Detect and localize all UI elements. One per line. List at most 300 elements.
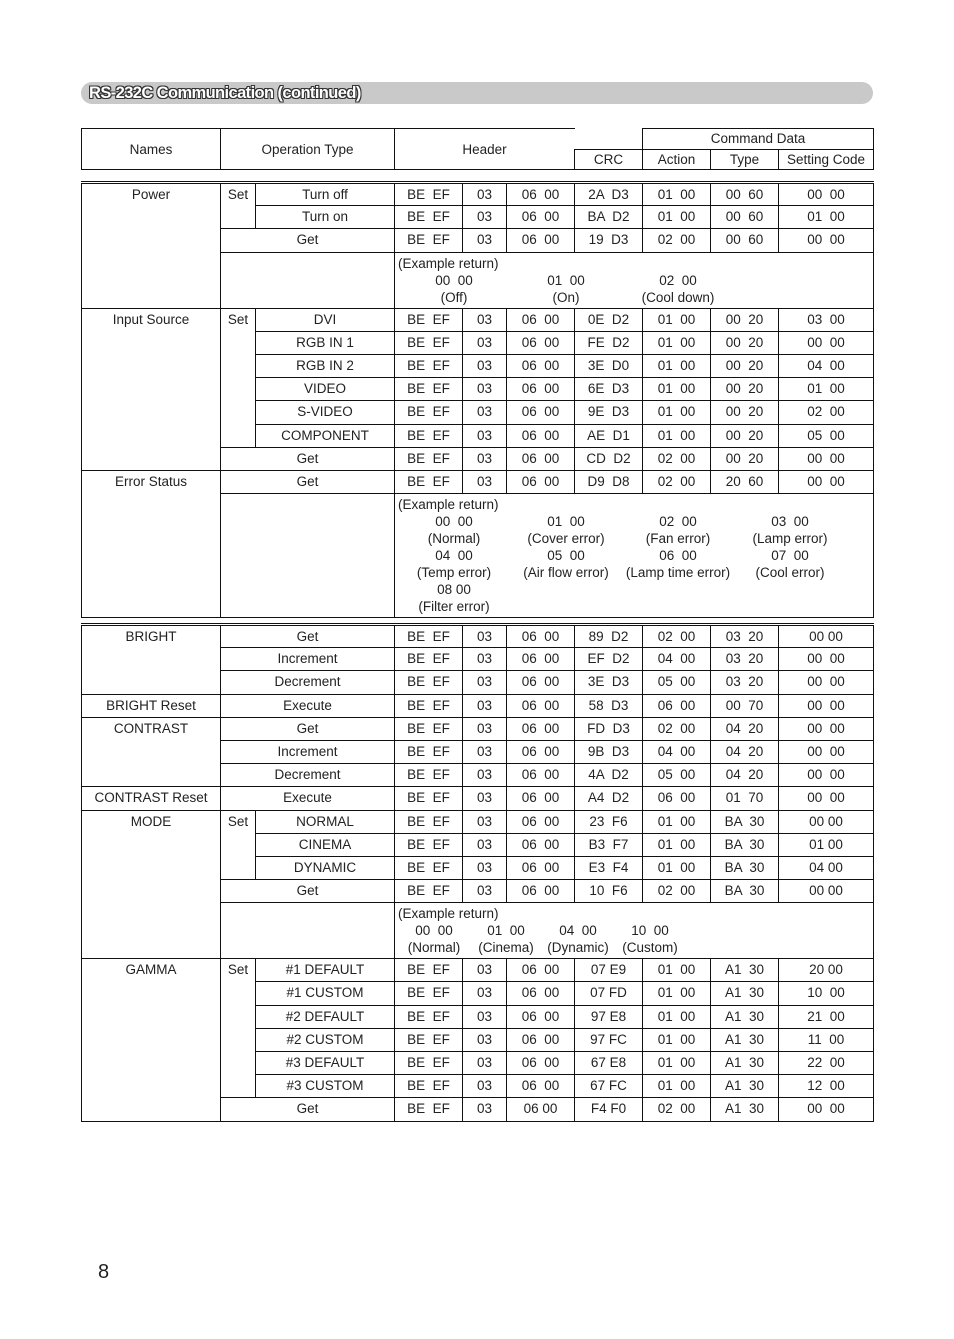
col-header-type: Type (711, 149, 779, 170)
example-description: (Filter error) (418, 599, 490, 615)
header-byte2: 03 (463, 880, 507, 903)
header-byte3: 06 00 (507, 424, 575, 447)
header-byte3: 06 00 (507, 764, 575, 787)
header-byte1: BE EF (395, 959, 463, 982)
type-value: 00 20 (711, 308, 779, 331)
set-label: Set (221, 810, 256, 880)
example-description: (Cinema) (478, 940, 534, 956)
header-byte3: 06 00 (507, 648, 575, 671)
header-byte1: BE EF (395, 625, 463, 648)
operation-label: #2 CUSTOM (256, 1028, 395, 1051)
action-value: 01 00 (643, 183, 711, 206)
operation-label: Execute (221, 694, 395, 717)
operation-label: Get (221, 880, 395, 903)
example-code: 04 00 (435, 548, 473, 564)
operation-label: Get (221, 229, 395, 252)
blank-cell (221, 903, 395, 959)
example-return-values (398, 922, 870, 956)
header-byte3: 06 00 (507, 1028, 575, 1051)
header-byte2: 03 (463, 1052, 507, 1075)
example-return-item (734, 547, 846, 581)
operation-label: #2 DEFAULT (256, 1005, 395, 1028)
header-byte2: 03 (463, 1098, 507, 1121)
crc-value: 10 F6 (575, 880, 643, 903)
operation-label: #3 DEFAULT (256, 1052, 395, 1075)
header-byte2: 03 (463, 1075, 507, 1098)
header-byte3: 06 00 (507, 206, 575, 229)
operation-label: RGB IN 1 (256, 331, 395, 354)
header-byte1: BE EF (395, 982, 463, 1005)
action-value: 01 00 (643, 206, 711, 229)
header-byte3: 06 00 (507, 671, 575, 694)
example-return-values (398, 272, 870, 306)
example-return-item (510, 547, 622, 581)
action-value: 02 00 (643, 229, 711, 252)
example-description: (Off) (440, 289, 468, 305)
crc-value: FE D2 (575, 331, 643, 354)
setting-code-value: 00 00 (779, 694, 874, 717)
header-byte3: 06 00 (507, 694, 575, 717)
example-description: (Normal) (427, 531, 481, 547)
header-byte1: BE EF (395, 1052, 463, 1075)
header-byte3: 06 00 (507, 880, 575, 903)
type-value: BA 30 (711, 833, 779, 856)
action-value: 01 00 (643, 959, 711, 982)
header-byte2: 03 (463, 331, 507, 354)
crc-value: AE D1 (575, 424, 643, 447)
operation-label: DVI (256, 308, 395, 331)
action-value: 04 00 (643, 648, 711, 671)
action-value: 01 00 (643, 1028, 711, 1051)
header-byte2: 03 (463, 982, 507, 1005)
type-value: 20 60 (711, 470, 779, 493)
example-description: (Lamp error) (752, 531, 828, 547)
example-description: (Custom) (622, 940, 678, 956)
col-header-crc: CRC (575, 149, 643, 170)
header-byte1: BE EF (395, 694, 463, 717)
crc-value: 2A D3 (575, 183, 643, 206)
operation-label: S-VIDEO (256, 401, 395, 424)
type-value: 03 20 (711, 648, 779, 671)
table-row (82, 308, 874, 331)
set-label: Set (221, 183, 256, 229)
header-byte1: BE EF (395, 206, 463, 229)
header-byte2: 03 (463, 764, 507, 787)
operation-label: RGB IN 2 (256, 354, 395, 377)
type-value: A1 30 (711, 1098, 779, 1121)
crc-value: 9B D3 (575, 740, 643, 763)
type-value: 00 20 (711, 401, 779, 424)
header-byte3: 06 00 (507, 833, 575, 856)
action-value: 01 00 (643, 856, 711, 879)
header-byte1: BE EF (395, 1075, 463, 1098)
header-byte2: 03 (463, 717, 507, 740)
action-value: 02 00 (643, 447, 711, 470)
example-code: 07 00 (771, 548, 809, 564)
crc-value: 19 D3 (575, 229, 643, 252)
type-value: 00 60 (711, 206, 779, 229)
example-return-item (510, 272, 622, 306)
type-value: A1 30 (711, 1005, 779, 1028)
section-banner (81, 82, 873, 104)
action-value: 01 00 (643, 810, 711, 833)
command-table-picture (81, 623, 874, 1122)
header-byte1: BE EF (395, 671, 463, 694)
type-value: 00 20 (711, 354, 779, 377)
setting-code-value: 22 00 (779, 1052, 874, 1075)
action-value: 01 00 (643, 331, 711, 354)
header-byte1: BE EF (395, 183, 463, 206)
header-byte3: 06 00 (507, 1075, 575, 1098)
type-value: 01 70 (711, 787, 779, 810)
type-value: 00 60 (711, 183, 779, 206)
blank-cell (221, 494, 395, 618)
action-value: 04 00 (643, 740, 711, 763)
type-value: 04 20 (711, 740, 779, 763)
type-value: A1 30 (711, 1052, 779, 1075)
header-byte1: BE EF (395, 764, 463, 787)
header-byte1: BE EF (395, 308, 463, 331)
example-return-item (622, 547, 734, 581)
operation-label: Execute (221, 787, 395, 810)
example-description: (Cover error) (527, 531, 605, 547)
crc-value: 07 FD (575, 982, 643, 1005)
example-description: (Lamp time error) (625, 565, 731, 581)
setting-code-value: 00 00 (779, 740, 874, 763)
header-byte3: 06 00 (507, 787, 575, 810)
set-label: Set (221, 308, 256, 447)
col-header-names: Names (82, 129, 221, 170)
header-byte1: BE EF (395, 229, 463, 252)
crc-value: 97 E8 (575, 1005, 643, 1028)
type-value: A1 30 (711, 1075, 779, 1098)
type-value: A1 30 (711, 982, 779, 1005)
example-return-item (398, 581, 510, 615)
col-header-operation-type: Operation Type (221, 129, 395, 170)
setting-code-value: 03 00 (779, 308, 874, 331)
example-code: 06 00 (659, 548, 697, 564)
header-byte3: 06 00 (507, 1052, 575, 1075)
example-return-item (622, 272, 734, 306)
action-value: 06 00 (643, 787, 711, 810)
operation-label: Get (221, 625, 395, 648)
setting-code-value: 11 00 (779, 1028, 874, 1051)
header-byte2: 03 (463, 671, 507, 694)
table-row (82, 810, 874, 833)
header-byte3: 06 00 (507, 625, 575, 648)
table-row (82, 787, 874, 810)
action-value: 01 00 (643, 308, 711, 331)
type-value: 03 20 (711, 625, 779, 648)
header-byte2: 03 (463, 354, 507, 377)
set-label: Set (221, 959, 256, 1098)
example-return-item (398, 513, 510, 547)
header-byte1: BE EF (395, 331, 463, 354)
operation-label: Get (221, 1098, 395, 1121)
action-value: 01 00 (643, 354, 711, 377)
header-byte1: BE EF (395, 1028, 463, 1051)
col-header-setting-code: Setting Code (779, 149, 874, 170)
header-byte3: 06 00 (507, 470, 575, 493)
setting-code-value: 00 00 (779, 625, 874, 648)
setting-code-value: 10 00 (779, 982, 874, 1005)
header-byte3: 06 00 (507, 447, 575, 470)
example-code: 03 00 (771, 514, 809, 530)
header-byte1: BE EF (395, 787, 463, 810)
header-byte2: 03 (463, 1028, 507, 1051)
row-name-contrast-reset: CONTRAST Reset (82, 787, 221, 810)
example-return-item (614, 922, 686, 956)
header-byte1: BE EF (395, 833, 463, 856)
type-value: 00 70 (711, 694, 779, 717)
header-byte3: 06 00 (507, 308, 575, 331)
example-code: 02 00 (659, 272, 697, 288)
setting-code-value: 01 00 (779, 833, 874, 856)
header-byte2: 03 (463, 959, 507, 982)
header-byte3: 06 00 (507, 982, 575, 1005)
operation-label: Get (221, 447, 395, 470)
action-value: 01 00 (643, 833, 711, 856)
command-table-power-input-error (81, 181, 874, 618)
example-code: 00 00 (435, 272, 473, 288)
operation-label: Turn off (256, 183, 395, 206)
action-value: 01 00 (643, 1052, 711, 1075)
header-byte2: 03 (463, 856, 507, 879)
example-description: (Cool down) (641, 289, 715, 305)
action-value: 02 00 (643, 1098, 711, 1121)
action-value: 01 00 (643, 401, 711, 424)
example-return-label: (Example return) (398, 497, 499, 513)
example-description: (Dynamic) (547, 940, 609, 956)
header-byte2: 03 (463, 183, 507, 206)
example-description: (On) (552, 289, 580, 305)
header-byte2: 03 (463, 625, 507, 648)
action-value: 06 00 (643, 694, 711, 717)
table-row (82, 183, 874, 206)
action-value: 01 00 (643, 1075, 711, 1098)
operation-label: DYNAMIC (256, 856, 395, 879)
col-header-action: Action (643, 149, 711, 170)
header-byte2: 03 (463, 470, 507, 493)
header-byte1: BE EF (395, 424, 463, 447)
setting-code-value: 00 00 (779, 717, 874, 740)
crc-value: 3E D3 (575, 671, 643, 694)
setting-code-value: 05 00 (779, 424, 874, 447)
action-value: 02 00 (643, 880, 711, 903)
crc-value: FD D3 (575, 717, 643, 740)
operation-label: Decrement (221, 671, 395, 694)
table-row (82, 717, 874, 740)
header-byte1: BE EF (395, 1005, 463, 1028)
table-row (82, 694, 874, 717)
example-return (395, 494, 874, 618)
command-table-header (81, 128, 874, 170)
header-byte1: BE EF (395, 856, 463, 879)
crc-value: D9 D8 (575, 470, 643, 493)
setting-code-value: 00 00 (779, 229, 874, 252)
col-header-header: Header (395, 129, 575, 170)
setting-code-value: 01 00 (779, 378, 874, 401)
example-return-item (398, 922, 470, 956)
header-byte2: 03 (463, 206, 507, 229)
type-value: A1 30 (711, 959, 779, 982)
operation-label: Turn on (256, 206, 395, 229)
header-byte2: 03 (463, 694, 507, 717)
example-code: 08 00 (437, 582, 471, 598)
setting-code-value: 00 00 (779, 764, 874, 787)
header-byte1: BE EF (395, 447, 463, 470)
crc-value: A4 D2 (575, 787, 643, 810)
setting-code-value: 00 00 (779, 810, 874, 833)
operation-label: Increment (221, 648, 395, 671)
operation-label: Get (221, 717, 395, 740)
header-byte3: 06 00 (507, 354, 575, 377)
action-value: 05 00 (643, 764, 711, 787)
header-byte3: 06 00 (507, 740, 575, 763)
header-byte2: 03 (463, 1005, 507, 1028)
example-code: 05 00 (547, 548, 585, 564)
section-title: RS-232C Communication (continued) (89, 84, 361, 102)
type-value: 00 20 (711, 331, 779, 354)
example-description: (Fan error) (645, 531, 711, 547)
setting-code-value: 12 00 (779, 1075, 874, 1098)
header-byte1: BE EF (395, 880, 463, 903)
header-byte3: 06 00 (507, 1005, 575, 1028)
example-description: (Temp error) (416, 565, 492, 581)
table-row (82, 959, 874, 982)
example-code: 01 00 (487, 923, 525, 939)
example-description: (Normal) (407, 940, 461, 956)
header-byte1: BE EF (395, 717, 463, 740)
type-value: 00 20 (711, 378, 779, 401)
example-description: (Cool error) (755, 565, 825, 581)
crc-value: F4 F0 (575, 1098, 643, 1121)
header-byte1: BE EF (395, 401, 463, 424)
example-return-item (398, 547, 510, 581)
type-value: 04 20 (711, 717, 779, 740)
setting-code-value: 00 00 (779, 787, 874, 810)
setting-code-value: 04 00 (779, 856, 874, 879)
action-value: 05 00 (643, 671, 711, 694)
header-byte2: 03 (463, 787, 507, 810)
header-byte2: 03 (463, 740, 507, 763)
row-name-mode: MODE (82, 810, 221, 959)
header-byte2: 03 (463, 378, 507, 401)
type-value: 03 20 (711, 671, 779, 694)
example-return (395, 903, 874, 959)
header-byte1: BE EF (395, 354, 463, 377)
table-row (82, 470, 874, 493)
setting-code-value: 00 00 (779, 470, 874, 493)
setting-code-value: 00 00 (779, 183, 874, 206)
header-byte3: 06 00 (507, 717, 575, 740)
example-description: (Air flow error) (523, 565, 609, 581)
header-byte2: 03 (463, 833, 507, 856)
operation-label: NORMAL (256, 810, 395, 833)
header-byte3: 06 00 (507, 810, 575, 833)
example-code: 00 00 (415, 923, 453, 939)
setting-code-value: 02 00 (779, 401, 874, 424)
row-name-error-status: Error Status (82, 470, 221, 617)
header-byte2: 03 (463, 424, 507, 447)
setting-code-value: 21 00 (779, 1005, 874, 1028)
action-value: 01 00 (643, 378, 711, 401)
operation-label: VIDEO (256, 378, 395, 401)
operation-label: Increment (221, 740, 395, 763)
header-byte1: BE EF (395, 740, 463, 763)
row-name-input-source: Input Source (82, 308, 221, 470)
setting-code-value: 20 00 (779, 959, 874, 982)
setting-code-value: 00 00 (779, 1098, 874, 1121)
header-byte2: 03 (463, 447, 507, 470)
operation-label: Get (221, 470, 395, 493)
crc-value: 07 E9 (575, 959, 643, 982)
operation-label: Decrement (221, 764, 395, 787)
crc-value: EF D2 (575, 648, 643, 671)
header-byte1: BE EF (395, 648, 463, 671)
row-name-gamma: GAMMA (82, 959, 221, 1121)
example-return-item (734, 513, 846, 547)
crc-value: 97 FC (575, 1028, 643, 1051)
action-value: 02 00 (643, 470, 711, 493)
setting-code-value: 01 00 (779, 206, 874, 229)
crc-value: 67 E8 (575, 1052, 643, 1075)
row-name-contrast: CONTRAST (82, 717, 221, 787)
action-value: 01 00 (643, 1005, 711, 1028)
example-return (395, 252, 874, 308)
row-name-power: Power (82, 183, 221, 309)
action-value: 01 00 (643, 982, 711, 1005)
type-value: BA 30 (711, 880, 779, 903)
type-value: 00 20 (711, 447, 779, 470)
crc-value: CD D2 (575, 447, 643, 470)
crc-value: 9E D3 (575, 401, 643, 424)
type-value: BA 30 (711, 810, 779, 833)
setting-code-value: 00 00 (779, 447, 874, 470)
setting-code-value: 00 00 (779, 880, 874, 903)
page-number: 8 (98, 1261, 110, 1283)
type-value: 04 20 (711, 764, 779, 787)
operation-label: CINEMA (256, 833, 395, 856)
header-byte3: 06 00 (507, 1098, 575, 1121)
crc-value: 67 FC (575, 1075, 643, 1098)
row-name-bright-reset: BRIGHT Reset (82, 694, 221, 717)
crc-value: 23 F6 (575, 810, 643, 833)
header-byte3: 06 00 (507, 331, 575, 354)
header-byte2: 03 (463, 648, 507, 671)
example-code: 01 00 (547, 272, 585, 288)
crc-value: BA D2 (575, 206, 643, 229)
table-row (82, 625, 874, 648)
crc-value: B3 F7 (575, 833, 643, 856)
type-value: BA 30 (711, 856, 779, 879)
crc-value: 58 D3 (575, 694, 643, 717)
example-return-item (398, 272, 510, 306)
example-return-item (510, 513, 622, 547)
operation-label: #3 CUSTOM (256, 1075, 395, 1098)
operation-label: COMPONENT (256, 424, 395, 447)
type-value: 00 60 (711, 229, 779, 252)
type-value: 00 20 (711, 424, 779, 447)
crc-value: E3 F4 (575, 856, 643, 879)
header-byte3: 06 00 (507, 401, 575, 424)
example-return-item (542, 922, 614, 956)
example-return-label: (Example return) (398, 255, 499, 271)
example-return-item (470, 922, 542, 956)
example-return-item (622, 513, 734, 547)
header-byte3: 06 00 (507, 229, 575, 252)
example-code: 10 00 (631, 923, 669, 939)
